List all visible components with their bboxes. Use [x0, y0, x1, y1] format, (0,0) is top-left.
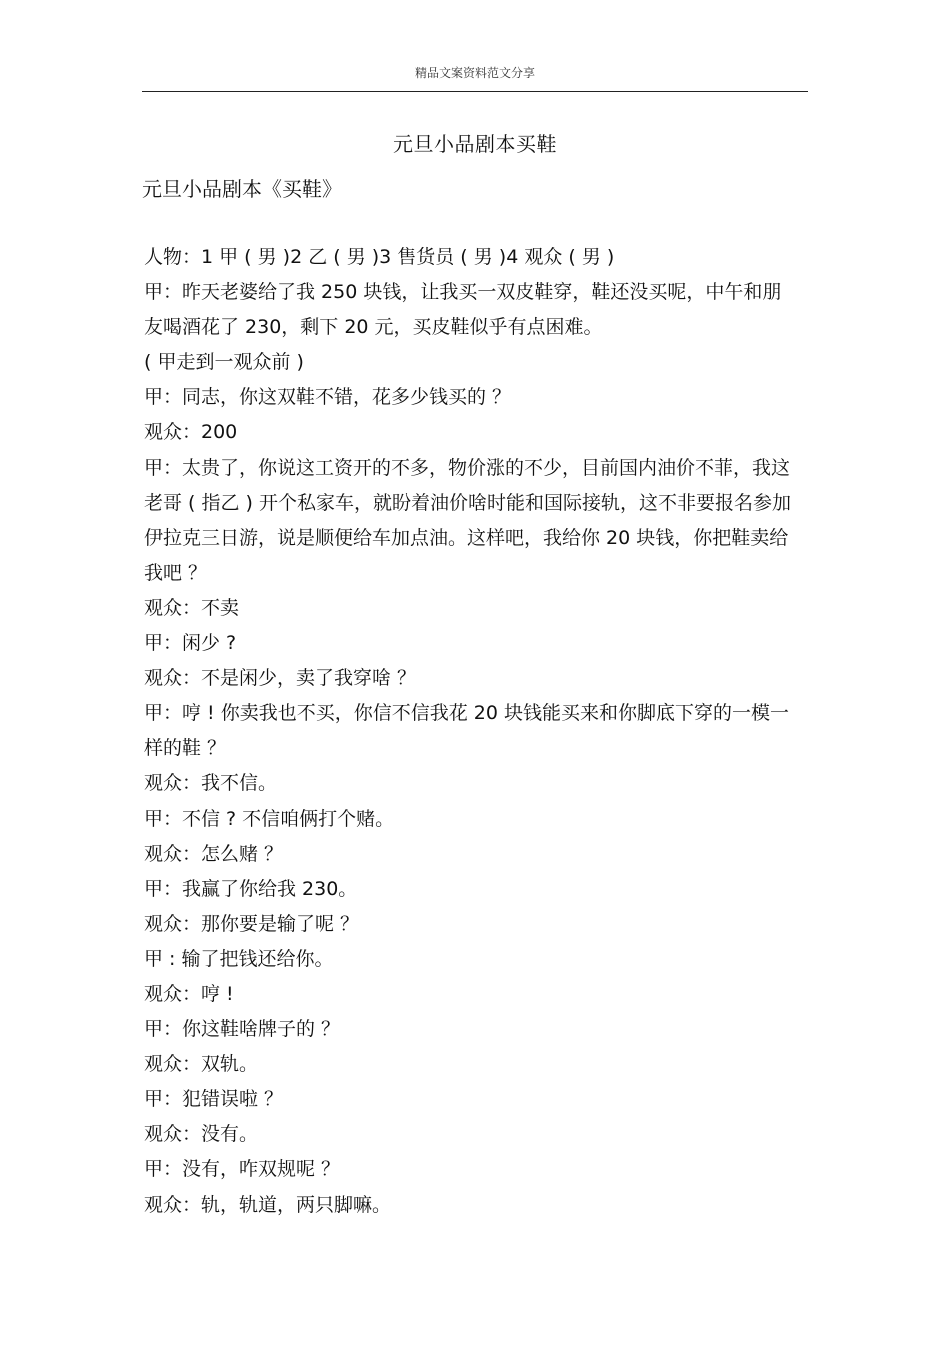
document-subtitle: 元旦小品剧本《买鞋》: [142, 177, 342, 201]
paragraph-line: 甲：太贵了，你说这工资开的不多，物价涨的不少，目前国内油价不菲，我这老哥 ( 指乙 ) 开个私家车，就盼着油价啥时能和国际接轨，这不非要报名参加伊拉克三日游，说是顺便给车加点油。这样吧，我给你 20 块钱，你把鞋卖给我吧 ？: [144, 456, 791, 584]
paragraph-line: 甲：我赢了你给我 230。: [144, 877, 358, 900]
paragraph-line: 观众：不卖: [144, 596, 240, 619]
page-header: 精品文案资料范文分享: [414, 66, 535, 80]
paragraph-line: 甲：你这鞋啥牌子的 ？: [144, 1018, 341, 1041]
paragraph-characters: 人物：1 甲 ( 男 )2 乙 ( 男 )3 售货员 ( 男 )4 观众 ( 男 ): [144, 246, 615, 268]
paragraph-line: 甲 : 输了把钱还给你。: [144, 947, 334, 970]
paragraph-line: 观众：双轨。: [144, 1053, 259, 1076]
paragraph-line: 观众：我不信。: [144, 772, 278, 795]
paragraph-line: 甲：没有，咋双规呢 ？: [144, 1158, 341, 1181]
paragraph-line: 甲：同志，你这双鞋不错，花多少钱买的 ？: [144, 386, 512, 409]
paragraph-line: 观众：200: [144, 421, 238, 444]
paragraph-line: 观众：哼 !: [144, 982, 234, 1005]
paragraph-line: 观众：不是闲少，卖了我穿啥 ？: [144, 667, 417, 690]
paragraph-line: 甲：闲少 ?: [144, 632, 237, 655]
document-title: 元旦小品剧本买鞋: [393, 132, 557, 156]
paragraph-stage-direction: ( 甲走到一观众前 ): [144, 351, 304, 374]
paragraph-line: 观众：那你要是输了呢 ？: [144, 912, 360, 935]
paragraph-line: 甲：昨天老婆给了我 250 块钱，让我买一双皮鞋穿，鞋还没买呢，中午和朋友喝酒花了 230，剩下 20 元，买皮鞋似乎有点困难。: [144, 281, 782, 339]
paragraph-line: 观众：没有。: [144, 1123, 259, 1146]
paragraph-line: 甲：犯错误啦 ？: [144, 1088, 284, 1111]
paragraph-line: 观众：怎么赌 ？: [144, 842, 284, 865]
paragraph-line: 甲：哼 ! 你卖我也不买，你信不信我花 20 块钱能买来和你脚底下穿的一模一样的鞋 ？: [144, 702, 789, 760]
script-body: [144, 240, 794, 1223]
paragraph-line: 观众：轨，轨道，两只脚嘛。: [144, 1193, 392, 1216]
header-divider: [142, 91, 808, 92]
paragraph-line: 甲：不信 ? 不信咱俩打个赌。: [144, 807, 395, 830]
